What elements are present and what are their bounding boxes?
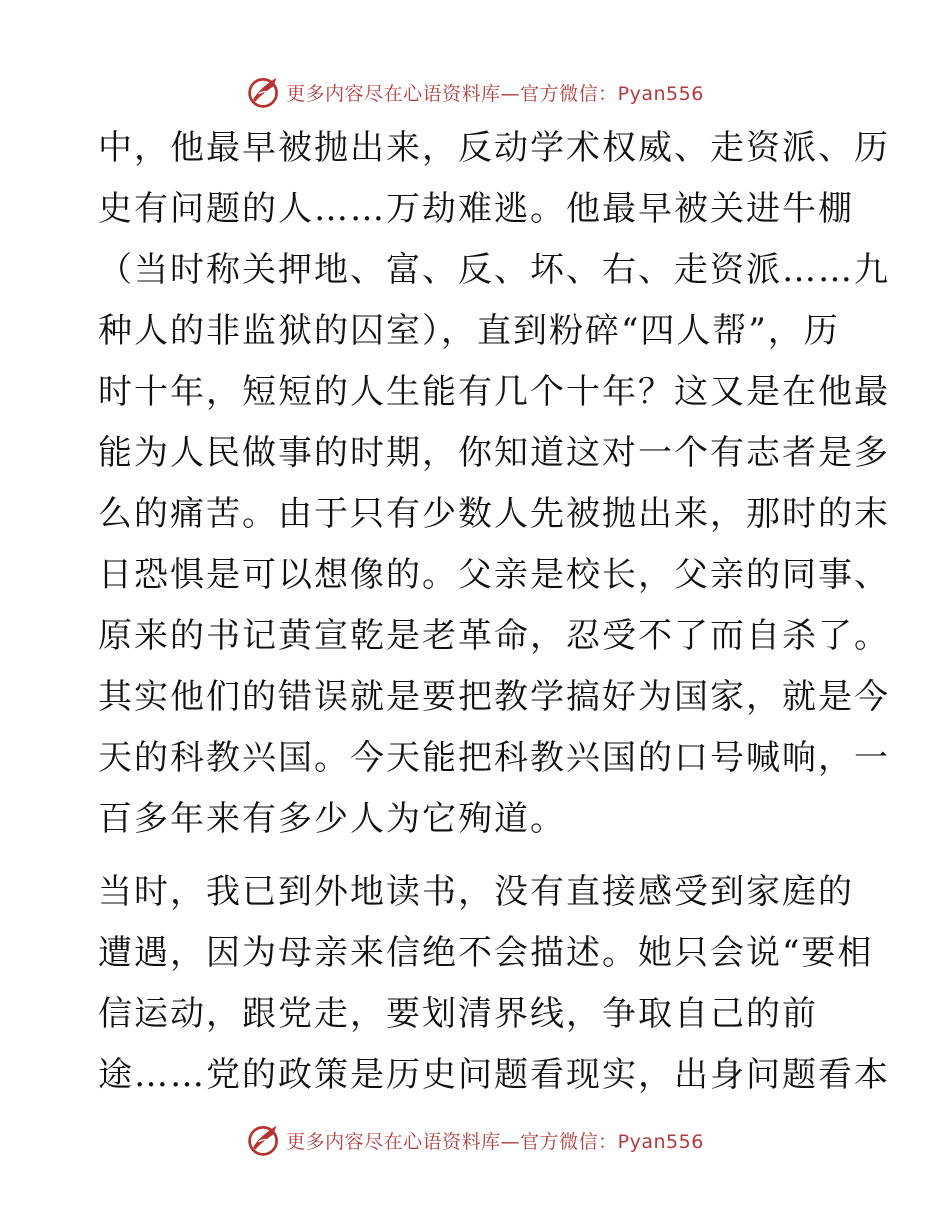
paragraph-spacer — [98, 850, 858, 862]
header-banner — [0, 72, 950, 112]
text-line: 其实他们的错误就是要把教学搞好为国家，就是今 — [98, 677, 890, 717]
text-line: 当时，我已到外地读书，没有直接感受到家庭的 — [98, 872, 854, 912]
footer-banner-text: 更多内容尽在心语资料库—官方微信：Pyan556 — [286, 1130, 704, 1153]
text-line: 信运动，跟党走，要划清界线，争取自己的前 — [98, 994, 818, 1034]
text-line: 原来的书记黄宣乾是老革命，忍受不了而自杀了。 — [98, 616, 890, 656]
footer-banner — [0, 1120, 950, 1160]
text-line: 天的科教兴国。今天能把科教兴国的口号喊响，一 — [98, 738, 890, 778]
calligraphy-brush-logo-icon — [246, 1122, 282, 1158]
text-line: 百多年来有多少人为它殉道。 — [98, 799, 566, 839]
article-body — [98, 118, 890, 1106]
text-line: 么的痛苦。由于只有少数人先被抛出来，那时的末 — [98, 494, 890, 534]
paragraph-1 — [98, 118, 890, 850]
text-line: 种人的非监狱的囚室），直到粉碎“四人帮”，历 — [98, 311, 840, 351]
paragraph-2 — [98, 862, 890, 1106]
text-line: （当时称关押地、富、反、坏、右、走资派……九 — [98, 250, 890, 290]
text-line: 能为人民做事的时期，你知道这对一个有志者是多 — [98, 433, 890, 473]
header-banner-text: 更多内容尽在心语资料库—官方微信：Pyan556 — [286, 82, 704, 105]
text-line: 途……党的政策是历史问题看现实，出身问题看本 — [98, 1055, 890, 1095]
text-line: 史有问题的人……万劫难逃。他最早被关进牛棚 — [98, 189, 854, 229]
calligraphy-brush-logo-icon — [246, 74, 282, 110]
text-line: 时十年，短短的人生能有几个十年？这又是在他最 — [98, 372, 890, 412]
text-line: 遭遇，因为母亲来信绝不会描述。她只会说“要相 — [98, 933, 874, 973]
text-line: 中，他最早被抛出来，反动学术权威、走资派、历 — [98, 128, 890, 168]
text-line: 日恐惧是可以想像的。父亲是校长，父亲的同事、 — [98, 555, 890, 595]
